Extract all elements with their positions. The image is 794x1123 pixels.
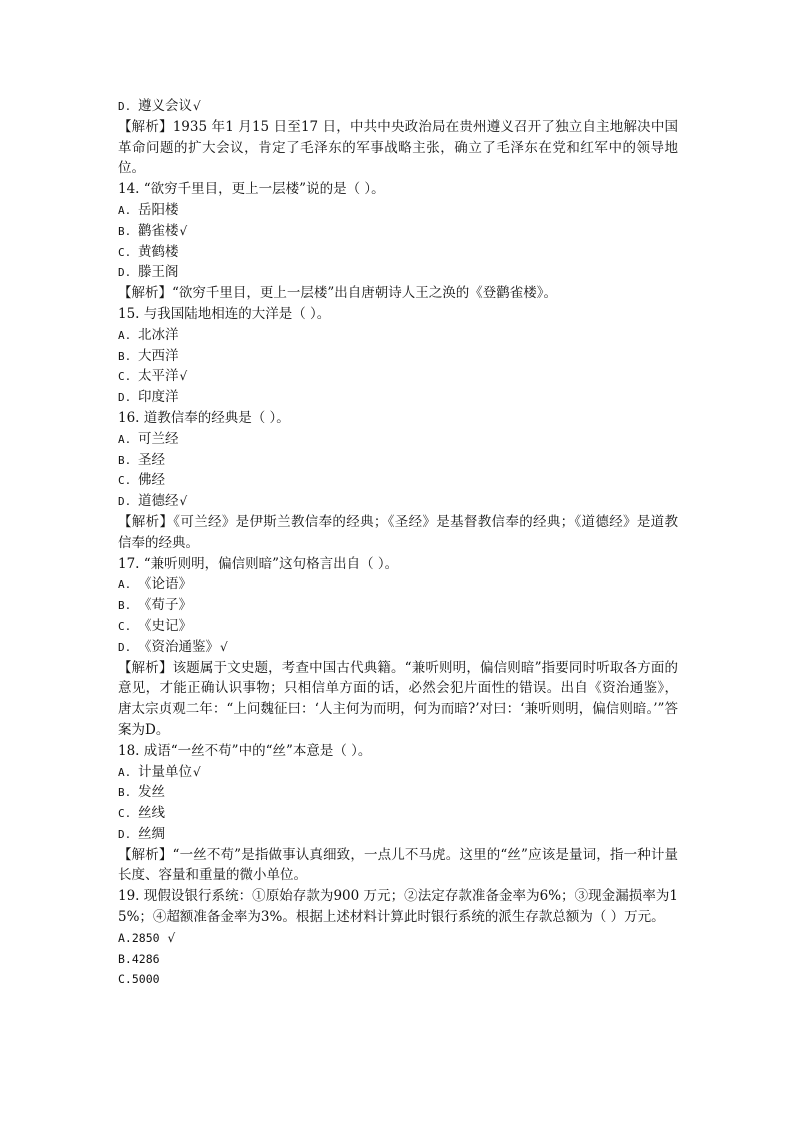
q15-option-c xyxy=(118,366,678,387)
q19-question: 19. 现假设银行系统：①原始存款为900 万元；②法定存款准备金率为6%；③现金漏损率为15%；④超额准备金率为3%。根据上述材料计算此时银行系统的派生存款总额为（ ）万元。 xyxy=(118,888,678,926)
q18-option-b xyxy=(118,782,678,803)
option-text: 佛经 xyxy=(138,472,165,489)
option-text: 遵义会议 xyxy=(138,98,192,114)
option-text: 岳阳楼 xyxy=(138,201,179,218)
option-text: 丝绸 xyxy=(138,825,165,842)
option-letter: C. xyxy=(118,245,132,259)
q18-analysis: 【解析】“一丝不苟”是指做事认真细致，一点儿不马虎。这里的“丝”应该是量词，指一种计量长度、容量和重量的微小单位。 xyxy=(118,846,678,884)
option-text: 道德经 xyxy=(138,493,179,510)
option-letter: D. xyxy=(118,827,132,841)
option-text: 大西洋 xyxy=(138,347,179,364)
option-text: 圣经 xyxy=(138,451,165,468)
option-text: 北冰洋 xyxy=(138,326,179,343)
q15-option-d xyxy=(118,387,678,408)
document-page xyxy=(118,96,678,990)
check-icon: √ xyxy=(193,764,201,779)
q15-question: 15. 与我国陆地相连的大洋是（ ）。 xyxy=(118,305,331,322)
option-text: 计量单位 xyxy=(138,763,192,780)
option-letter: C. xyxy=(118,619,132,633)
q17-option-b xyxy=(118,595,678,616)
q14-option-a xyxy=(118,200,678,221)
q16-question: 16. 道教信奉的经典是（ ）。 xyxy=(118,409,290,426)
option-letter: C. xyxy=(118,807,132,821)
option-text: 4286 xyxy=(131,951,160,966)
check-icon: √ xyxy=(179,223,188,238)
option-text: 发丝 xyxy=(138,784,165,801)
option-text: 太平洋 xyxy=(138,368,179,385)
option-letter: C. xyxy=(118,474,132,488)
option-text: 印度洋 xyxy=(138,389,179,406)
q18-question: 18. 成语“一丝不苟”中的“丝”本意是（ ）。 xyxy=(118,742,372,759)
option-text: 《论语》 xyxy=(138,576,192,593)
option-letter: C. xyxy=(118,972,132,987)
option-letter: D. xyxy=(118,640,132,654)
q15-option-b xyxy=(118,346,678,367)
option-text: 2850 xyxy=(131,930,160,945)
option-letter: B. xyxy=(118,786,132,800)
option-text: 《荀子》 xyxy=(138,597,192,614)
q14-analysis: 【解析】“欲穷千里目，更上一层楼”出自唐朝诗人王之涣的《登鹳雀楼》。 xyxy=(118,285,558,302)
option-letter: B. xyxy=(118,349,132,363)
q17-option-d xyxy=(118,637,678,658)
option-text: 可兰经 xyxy=(138,430,179,447)
q17-option-c xyxy=(118,616,678,637)
q15-option-a xyxy=(118,325,678,346)
check-icon: √ xyxy=(193,99,201,113)
q16-option-d xyxy=(118,491,678,512)
q18-option-a xyxy=(118,762,678,783)
option-letter: D. xyxy=(118,391,132,405)
option-letter: A. xyxy=(118,203,132,217)
q14-option-b xyxy=(118,221,678,242)
option-letter: B. xyxy=(118,453,132,467)
option-text: 《史记》 xyxy=(138,617,192,634)
option-text: 鹳雀楼 xyxy=(138,222,179,239)
q17-analysis: 【解析】该题属于文史题，考查中国古代典籍。“兼听则明，偏信则暗”指要同时听取各方面的意见，才能正确认识事物；只相信单方面的话，必然会犯片面性的错误。出自《资治通鉴》，唐太宗贞观二年：“上问魏征曰：‘人主何为而明，何为而暗?’对曰：‘兼听则明，偏信则暗。’”答案为D。 xyxy=(118,659,678,738)
q19-option-b xyxy=(118,949,678,970)
q16-option-a xyxy=(118,429,678,450)
option-text: 黄鹤楼 xyxy=(138,243,179,260)
q19-option-c xyxy=(118,969,678,990)
check-icon: √ xyxy=(179,494,188,509)
q16-option-c xyxy=(118,470,678,491)
check-icon: √ xyxy=(179,369,188,384)
q17-option-a xyxy=(118,574,678,595)
option-text: 滕王阁 xyxy=(138,264,179,281)
check-icon: √ xyxy=(167,930,176,945)
q19-option-a xyxy=(118,928,678,949)
option-letter: D. xyxy=(118,266,132,280)
option-letter: A. xyxy=(118,930,132,945)
q17-question: 17. “兼听则明，偏信则暗”这句格言出自（ ）。 xyxy=(118,555,399,572)
option-letter: A. xyxy=(118,328,132,342)
q16-analysis: 【解析】《可兰经》是伊斯兰教信奉的经典；《圣经》是基督教信奉的经典；《道德经》是道教信奉的经典。 xyxy=(118,513,678,551)
option-text: 5000 xyxy=(131,972,160,987)
q13-analysis: 【解析】1935 年1 月15 日至17 日，中共中央政治局在贵州遵义召开了独立自主地解决中国革命问题的扩大会议，肯定了毛泽东的军事战略主张，确立了毛泽东在党和红军中的领导地位。 xyxy=(118,118,678,177)
option-letter: D. xyxy=(118,100,132,113)
q14-option-c xyxy=(118,242,678,263)
q18-option-d xyxy=(118,824,678,845)
option-text: 《资治通鉴》 xyxy=(138,638,219,655)
option-letter: B. xyxy=(118,224,132,238)
q14-option-d xyxy=(118,262,678,283)
option-letter: B. xyxy=(118,599,132,613)
option-letter: B. xyxy=(118,951,132,966)
q18-option-c xyxy=(118,803,678,824)
q16-option-b xyxy=(118,450,678,471)
option-letter: A. xyxy=(118,432,132,446)
option-letter: C. xyxy=(118,370,132,384)
option-letter: D. xyxy=(118,495,132,509)
check-icon: √ xyxy=(220,639,228,654)
q13-option-d xyxy=(118,96,678,117)
q14-question: 14. “欲穷千里目，更上一层楼”说的是（ ）。 xyxy=(118,181,385,198)
option-letter: A. xyxy=(118,765,132,779)
option-letter: A. xyxy=(118,578,132,592)
option-text: 丝线 xyxy=(138,805,165,822)
